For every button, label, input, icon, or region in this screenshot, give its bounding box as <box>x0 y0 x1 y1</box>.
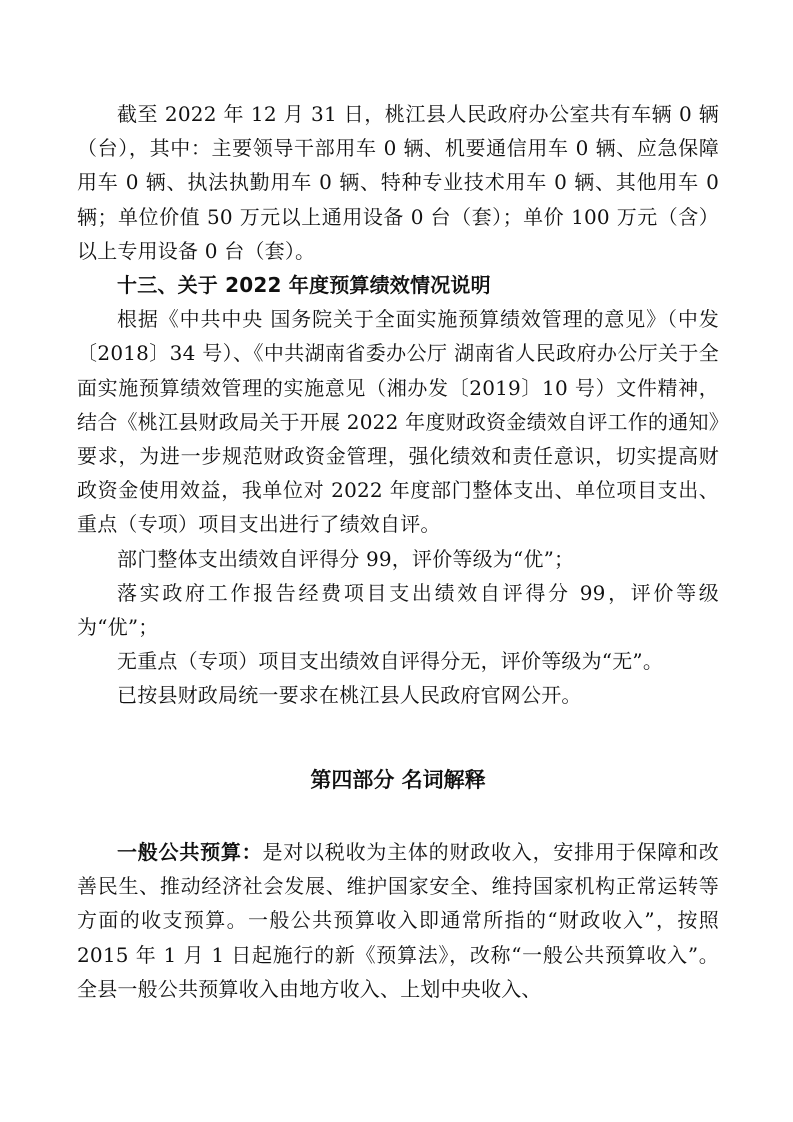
part-four-title: 第四部分 名词解释 <box>310 768 486 792</box>
performance-paragraph-project: 落实政府工作报告经费项目支出绩效自评得分 99，评价等级为“优”； <box>77 580 719 640</box>
performance-paragraph-overall: 部门整体支出绩效自评得分 99，评价等级为“优”； <box>117 546 575 571</box>
glossary-entry <box>77 835 719 1006</box>
performance-paragraph-main: 根据《中共中央 国务院关于全面实施预算绩效管理的意见》（中发〔2018〕34 号）、《中共湖南省委办公厅 湖南省人民政府办公厅关于全面实施预算绩效管理的实施意见（湘办发〔2019〕10 号）文件精神，结合《桃江县财政局关于开展 2022 年度财政资金绩效自评工作的通知》要求，为进一步规范财政资金管理，强化绩效和责任意识，切实提高财政资金使用效益，我单位对 2022 年度部门整体支出、单位项目支出、重点（专项）项目支出进行了绩效自评。 <box>77 307 719 537</box>
vehicle-paragraph: 截至 2022 年 12 月 31 日，桃江县人民政府办公室共有车辆 0 辆（台），其中：主要领导干部用车 0 辆、机要通信用车 0 辆、应急保障用车 0 辆、执法执勤用车 0 辆、特种专业技术用车 0 辆、其他用车 0 辆；单位价值 50 万元以上通用设备 0 台（套）；单价 100 万元（含）以上专用设备 0 台（套）。 <box>77 102 719 263</box>
performance-heading: 十三、关于 2022 年度预算绩效情况说明 <box>117 273 491 298</box>
glossary-term: 一般公共预算： <box>117 840 263 864</box>
performance-paragraph-publish: 已按县财政局统一要求在桃江县人民政府官网公开。 <box>117 683 582 708</box>
performance-paragraph-special: 无重点（专项）项目支出绩效自评得分无，评价等级为“无”。 <box>117 649 664 674</box>
glossary-definition: 是对以税收为主体的财政收入，安排用于保障和改善民生、推动经济社会发展、维护国家安全、维持国家机构正常运转等方面的收支预算。一般公共预算收入即通常所指的“财政收入”，按照 2015 年 1 月 1 日起施行的新《预算法》，改称“一般公共预算收入”。全县一般公共预算收入由地方收入、上划中央收入、 <box>77 840 719 1001</box>
vehicle-section <box>77 97 719 713</box>
glossary-section <box>77 835 719 1006</box>
